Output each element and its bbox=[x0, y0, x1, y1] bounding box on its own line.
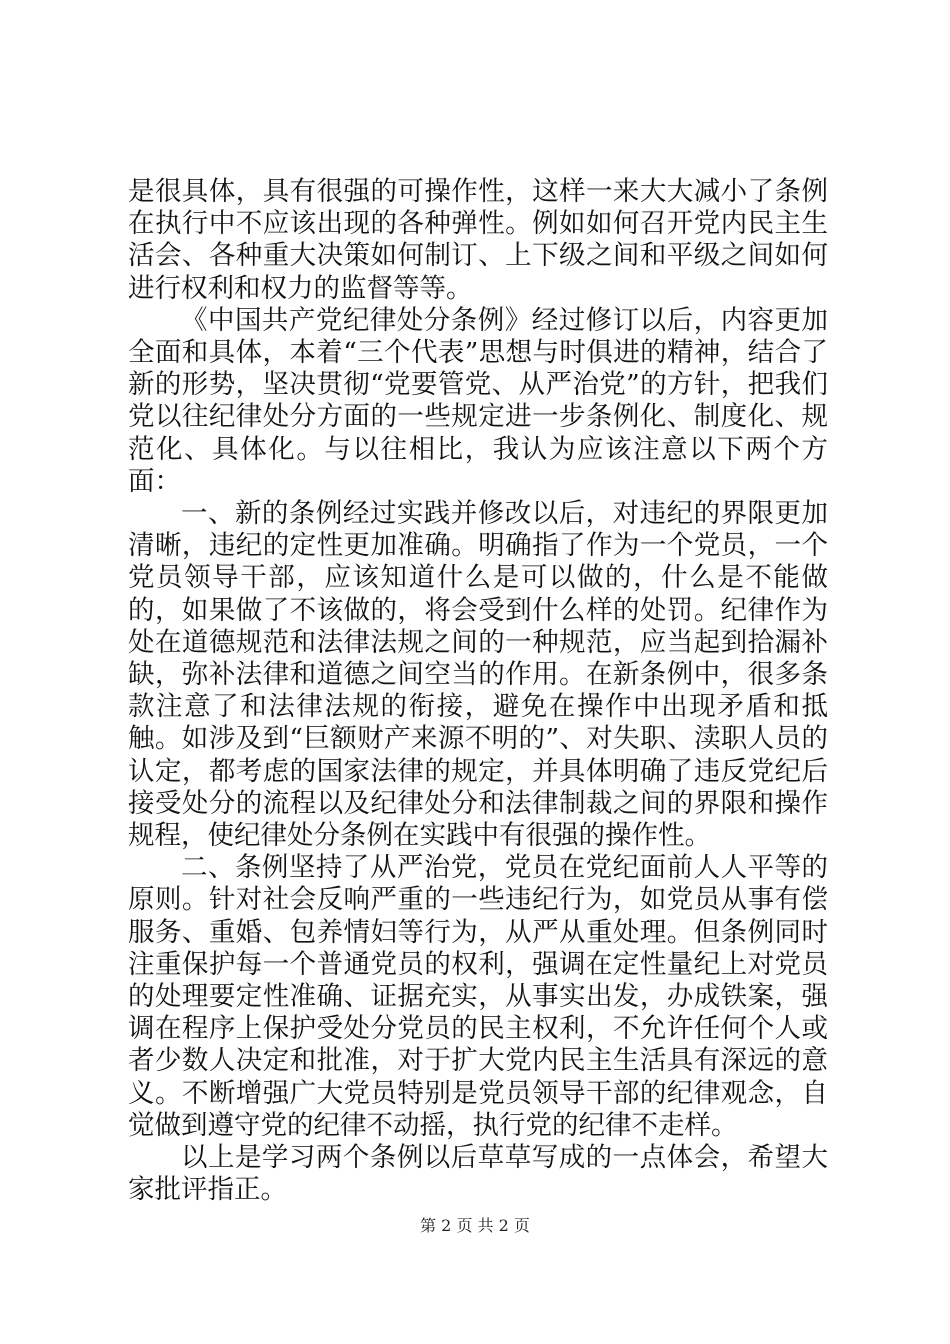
paragraph-point-two: 二、条例坚持了从严治党，党员在党纪面前人人平等的原则。针对社会反响严重的一些违纪行为，如党员从事有偿服务、重婚、包养情妇等行为，从严从重处理。但条例同时注重保护每一个普通党员的权利，强调在定性量纪上对党员的处理要定性准确、证据充实，从事实出发，办成铁案，强调在程序上保护受处分党员的民主权利，不允许任何个人或者少数人决定和批准，对于扩大党内民主生活具有深远的意义。不断增强广大党员特别是党员领导干部的纪律观念，自觉做到遵守党的纪律不动摇，执行党的纪律不走样。 bbox=[128, 852, 828, 1141]
document-body bbox=[128, 176, 828, 1207]
paragraph-regulation-intro: 《中国共产党纪律处分条例》经过修订以后，内容更加全面和具体，本着“三个代表”思想与时俱进的精神，结合了新的形势，坚决贯彻“党要管党、从严治党”的方针，把我们党以往纪律处分方面的一些规定进一步条例化、制度化、规范化、具体化。与以往相比，我认为应该注意以下两个方面： bbox=[128, 304, 828, 497]
paragraph-continuation: 是很具体，具有很强的可操作性，这样一来大大减小了条例在执行中不应该出现的各种弹性。例如如何召开党内民主生活会、各种重大决策如何制订、上下级之间和平级之间如何进行权利和权力的监督等等。 bbox=[128, 176, 828, 304]
page-number-footer: 第 2 页 共 2 页 bbox=[420, 1216, 530, 1235]
paragraph-point-one: 一、新的条例经过实践并修改以后，对违纪的界限更加清晰，违纪的定性更加准确。明确指了作为一个党员，一个党员领导干部，应该知道什么是可以做的，什么是不能做的，如果做了不该做的，将会受到什么样的处罚。纪律作为处在道德规范和法律法规之间的一种规范，应当起到拾漏补缺，弥补法律和道德之间空当的作用。在新条例中，很多条款注意了和法律法规的衔接，避免在操作中出现矛盾和抵触。如涉及到“巨额财产来源不明的”、对失职、渎职人员的认定，都考虑的国家法律的规定，并具体明确了违反党纪后接受处分的流程以及纪律处分和法律制裁之间的界限和操作规程，使纪律处分条例在实践中有很强的操作性。 bbox=[128, 498, 828, 852]
paragraph-closing: 以上是学习两个条例以后草草写成的一点体会，希望大家批评指正。 bbox=[128, 1142, 828, 1206]
